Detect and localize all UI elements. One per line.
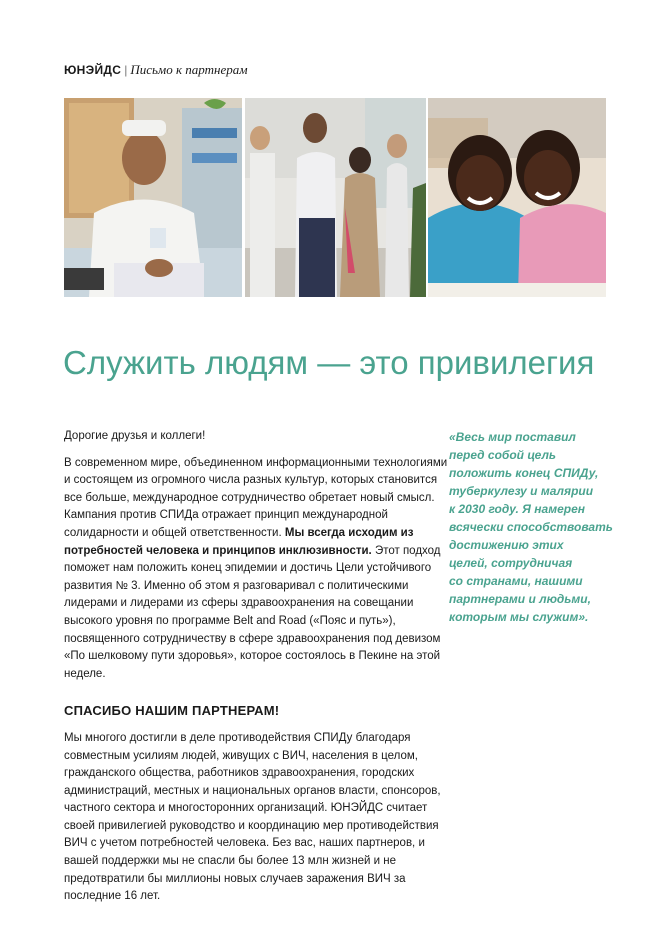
paragraph-intro [64, 455, 456, 684]
photo-strip [64, 98, 606, 297]
quote-line: которым мы служим». [449, 610, 589, 624]
photo-children [428, 98, 606, 297]
letter-body [64, 428, 456, 914]
page-title: Служить людям — это привилегия [63, 344, 595, 381]
quote-line: положить конец СПИДу, [449, 466, 599, 480]
document-type: Письмо к партнерам [130, 62, 248, 77]
quote-line: партнерами и людьми, [449, 592, 591, 606]
quote-line: всячески способствовать [449, 520, 613, 534]
photo-delegation [245, 98, 426, 297]
quote-line: к 2030 году. Я намерен [449, 502, 585, 516]
paragraph-intro-text2: Этот подход поможет нам положить конец эпидемии и достичь Цели устойчивого развития № 3. Именно об этом я разговаривал с политическими лидерами и лидерами из сферы здравоохранения на совещании высокого уровня по программе Belt and Road («Пояс и путь»), посвященного сотрудничеству в сфере здравоохранения под девизом «По шелковому пути здоровья», которое состоялось в Пекине на этой неделе. [64, 544, 441, 680]
section-heading-thanks: СПАСИБО НАШИМ ПАРТНЕРАМ! [64, 703, 280, 719]
pull-quote [449, 428, 614, 626]
photo-pharmacist [64, 98, 242, 297]
quote-line: со странами, нашими [449, 574, 583, 588]
quote-line: достижению этих [449, 538, 564, 552]
quote-line: перед собой цель [449, 448, 557, 462]
quote-line: туберкулезу и малярии [449, 484, 594, 498]
paragraph-intro-bold: Мы всегда исходим из потребностей человека и принципов инклюзивности. [64, 526, 414, 557]
quote-line: целей, сотрудничая [449, 556, 573, 570]
quote-line: «Весь мир поставил [449, 430, 576, 444]
greeting: Дорогие друзья и коллеги! [64, 430, 206, 442]
paragraph-thanks: Мы многого достигли в деле противодействия СПИДу благодаря совместным усилиям людей, живущих с ВИЧ, населения в целом, гражданского общества, работников здравоохранения, городских администраций, местных и национальных органов власти, спонсоров, частного сектора и многосторонних организаций. ЮНЭЙДС считает своей привилегией руководство и координацию мер противодействия ВИЧ с учетом потребностей человека. Без вас, наших партнеров, и вашей поддержки мы не спасли бы более 13 млн жизней и не предотвратили бы миллионы новых случаев заражения ВИЧ за последние 16 лет. [64, 731, 441, 903]
paragraph-intro-text1: В современном мире, объединенном информационными технологиями и состоящем из огромного числа разных культур, которых становится все больше, международное сотрудничество обретает новый смысл. Кампания против СПИДа отражает принцип международной солидарности и общей ответственности. [64, 456, 448, 539]
header-separator: | [124, 63, 128, 77]
page-header [64, 62, 248, 78]
brand-name: ЮНЭЙДС [64, 63, 122, 77]
